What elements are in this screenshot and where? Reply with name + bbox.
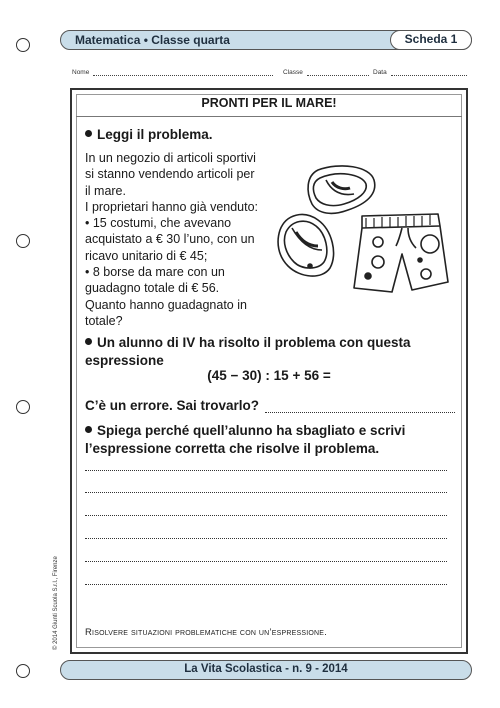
problem-line: si stanno vendendo articoli per [85, 167, 255, 182]
class-field[interactable] [283, 68, 369, 76]
problem-line: • 8 borse da mare con un [85, 265, 225, 280]
problem-line: In un negozio di articoli sportivi [85, 151, 256, 165]
question-3-line2: l’espressione corretta che risolve il problema. [85, 441, 380, 456]
problem-line: totale? [85, 313, 123, 328]
error-question-text: C’è un errore. Sai trovarlo? [85, 398, 260, 413]
question-1-text: Leggi il problema. [97, 127, 213, 142]
bullet-icon [85, 338, 92, 345]
question-3 [85, 422, 405, 458]
date-line[interactable] [391, 68, 467, 76]
class-line[interactable] [307, 68, 369, 76]
learning-objective: Risolvere situazioni problematiche con un’espressione. [85, 627, 327, 638]
problem-line: il mare. [85, 183, 126, 198]
answer-line[interactable] [85, 492, 447, 493]
binder-hole [16, 38, 30, 52]
date-field[interactable] [373, 68, 467, 76]
answer-line[interactable] [85, 470, 447, 471]
question-1 [85, 126, 213, 144]
header-bar [60, 30, 472, 50]
beach-items-illustration [270, 158, 460, 318]
student-fields [72, 68, 468, 80]
answer-line[interactable] [85, 584, 447, 585]
expression: (45 − 30) : 15 + 56 = [207, 368, 331, 383]
question-2-line2: espressione [85, 353, 164, 368]
question-2 [85, 334, 411, 370]
name-field[interactable] [72, 68, 273, 76]
name-line[interactable] [93, 68, 273, 76]
subject-label: Matematica • Classe quarta [75, 33, 230, 47]
class-label: Classe [283, 69, 303, 76]
answer-line[interactable] [85, 538, 447, 539]
problem-line: guadagno totale di € 56. [85, 281, 220, 296]
binder-hole [16, 664, 30, 678]
title-divider [76, 116, 462, 117]
problem-line: Quanto hanno guadagnato in [85, 297, 247, 312]
question-2-line1: Un alunno di IV ha risolto il problema con questa [97, 335, 411, 350]
problem-text [85, 150, 275, 329]
binder-hole [16, 400, 30, 414]
error-answer-line[interactable] [265, 400, 455, 413]
error-question [85, 398, 455, 413]
bullet-icon [85, 130, 92, 137]
date-label: Data [373, 69, 387, 76]
problem-line: I proprietari hanno già venduto: [85, 199, 259, 214]
answer-line[interactable] [85, 515, 447, 516]
question-3-line1: Spiega perché quell’alunno ha sbagliato e scrivi [97, 423, 406, 438]
name-label: Nome [72, 69, 90, 76]
swim-shorts-icon [354, 214, 448, 292]
binder-hole [16, 234, 30, 248]
problem-line: ricavo unitario di € 45; [85, 248, 208, 263]
bullet-icon [85, 426, 92, 433]
problem-line: acquistato a € 30 l’uno, con un [85, 232, 255, 247]
problem-line: • 15 costumi, che avevano [85, 216, 232, 231]
worksheet-title: PRONTI PER IL MARE! [201, 96, 337, 110]
copyright-notice: © 2014 Giunti Scuola S.r.l., Firenze [53, 556, 59, 650]
footer-bar: La Vita Scolastica - n. 9 - 2014 [60, 660, 472, 680]
answer-line[interactable] [85, 561, 447, 562]
sheet-number: Scheda 1 [390, 30, 472, 50]
